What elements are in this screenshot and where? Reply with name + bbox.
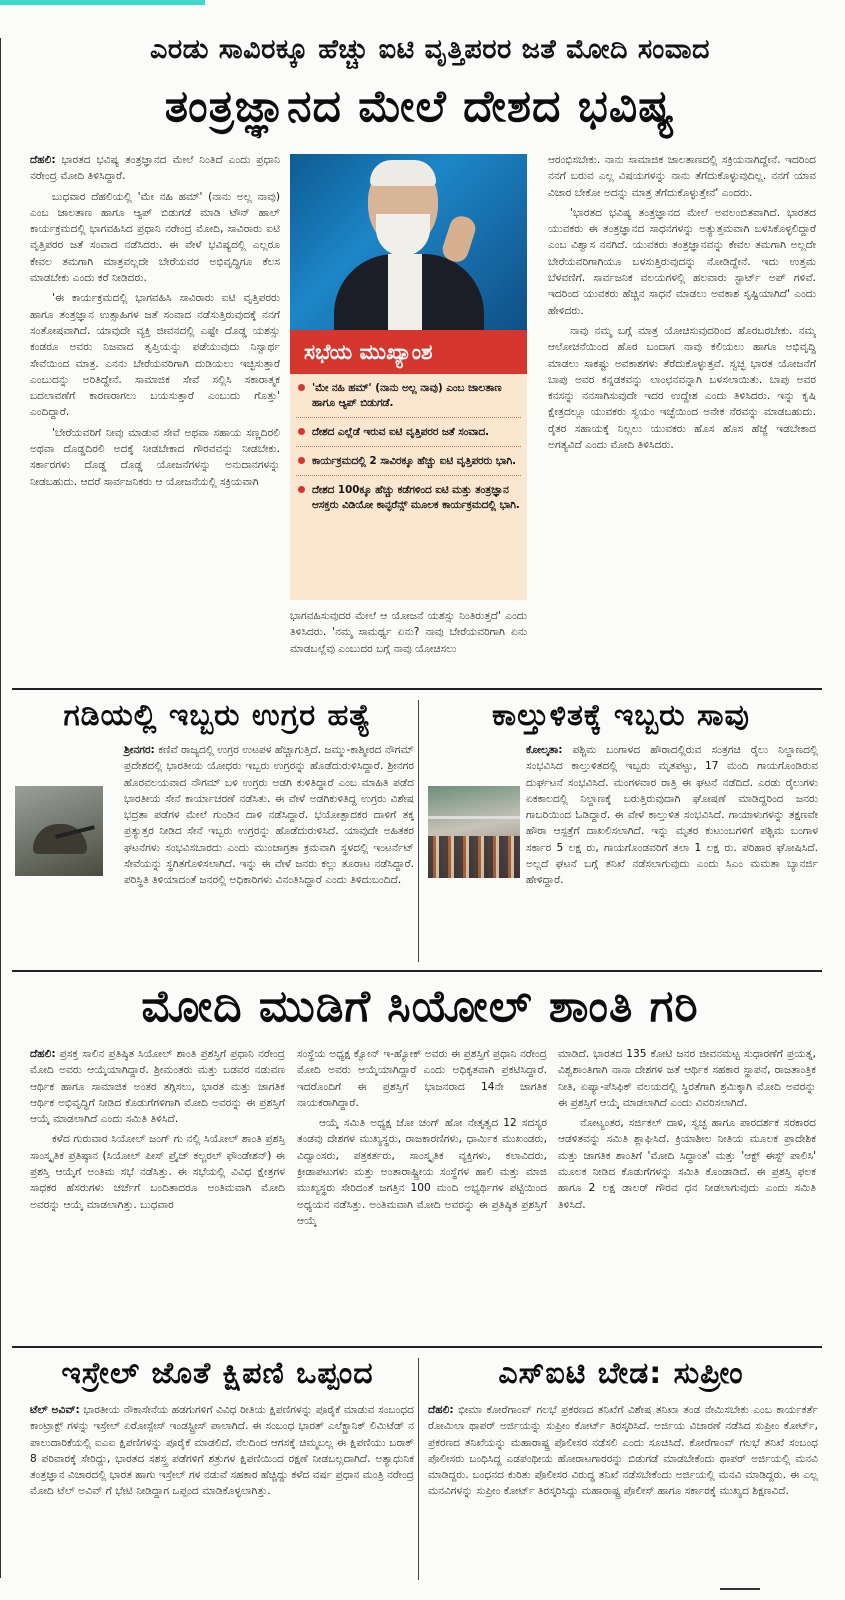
story6-text: ಭೀಮಾ ಕೋರೆಗಾಂವ್ ಗಲಭೆ ಪ್ರಕರಣದ ತನಿಖೆಗೆ ವಿಶೇಷ ತನಿಖಾ ತಂಡ ನೇಮಿಸಬೇಕು ಎಂಬ ಕಾರ್ಯಕರ್ತೆ ರೋಮಿಲಾ ಥಾಪರ್ ಅರ್ಜಿಯನ್ನು ಸುಪ್ರೀಂ ಕೋರ್ಟ್ ತಿರಸ್ಕರಿಸಿದೆ. ಅರ್ಜಿಯ ವಿಚಾರಣೆ ನಡೆಸಿದ ಸುಪ್ರೀಂ ಕೋರ್ಟ್, ಪ್ರಕರಣದ ತನಿಖೆಯನ್ನು ಮಹಾರಾಷ್ಟ್ರ ಪೊಲೀಸರ ನಡೆಸಲಿ ಎಂದು ಸೂಚಿಸಿದೆ. ಕೋರೆಗಾಂವ್ ಗಲಭೆ ತನಿಖೆ ಸಂಬಂಧ ಪೊಲೀಸರು ಬಂಧಿಸಿದ್ದ ಎಡಪಂಥೀಯ ಹೋರಾಟಗಾರರನ್ನು ಬಿಡುಗಡೆ ಮಾಡಬೇಕೆಂದು ಥಾಪರ್ ಅರ್ಜಿಯಲ್ಲಿ ಮನವಿ ಮಾಡಿದ್ದರು. ಬಂಧನದ ಕುರಿತು ಪೊಲೀಸರ ವಿರುದ್ಧ ತನಿಖೆ ನಡೆಸಬೇಕೆಂದು ಅರ್ಜಿಯಲ್ಲಿ ಮನವಿ ಮಾಡಿದ್ದರು. ಈ ಎಲ್ಲ ಮನವಿಗಳನ್ನು ಸುಪ್ರೀಂ ಕೋರ್ಟ್ ತಿರಸ್ಕರಿಸಿದ್ದು ಮಹಾರಾಷ್ಟ್ರ ಪೊಲೀಸ್ ಹಾಗೂ ಸರ್ಕಾರಕ್ಕೆ ಮುಖ್ಯದ ಶಿಕ್ಷಣವಿದೆ. [428, 1404, 818, 1498]
story1-para: ನಾವು ನಮ್ಮ ಬಗ್ಗೆ ಮಾತ್ರ ಯೋಚಿಸುವುದರಿಂದ ಹೊರಬರಬೇಕು. ನಮ್ಮ ಆಲೋಚನೆಯಿಂದ ಹೊರ ಬಂದಾಗ ನಾವು ಕಲಿಯಲು ಹಾಗೂ ಅಭಿವೃದ್ಧಿ ಮಾಡಲು ಸಾಕಷ್ಟು ಅವಕಾಶಗಳು ತೆರೆದುಕೊಳ್ಳುತ್ತವೆ. ಸ್ವಚ್ಛ ಭಾರತ ಯೋಜನೆಗೆ ಬಾಪು ಅವರ ಕನ್ನಡಕವನ್ನು ಲಾಂಛನವನ್ನಾಗಿ ಬಳಸಲಾಯಿತು. ಬಾಪು ಅವರ ಕನಸನ್ನು ನನಸಾಗಿಸುವುದೇ ಇದರ ಉದ್ದೇಶ ಎಂದು ತಿಳಿಸಿದರು. ಇನ್ನು ಕೃಷಿ ಕ್ಷೇತ್ರದಲ್ಲೂ ಯುವಕರು ಸ್ವಯಂ ಇಚ್ಛೆಯಿಂದ ಅನೇಕ ನೆರವನ್ನು ಮಾಡಬಹುದು. ರೈತರ ಸಹಾಯಕ್ಕೆ ನಿಲ್ಲಲು ಯುವಕರು ಹೊಸ ಹೊಸ ಹೆಜ್ಜೆ ಇಡಬೇಕಾದ ಅಗತ್ಯವಿದೆ ಎಂದು ಮೋದಿ ತಿಳಿಸಿದರು. [548, 324, 816, 452]
story4-para: ಆಯ್ಕೆ ಸಮಿತಿ ಅಧ್ಯಕ್ಷ ಜೋ ಚಂಗ್ ಹೋ ನೇತೃತ್ವದ 12 ಸದಸ್ಯರ ತಂಡವು ದೇಶಗಳ ಮುಖ್ಯಸ್ಥರು, ರಾಜಕಾರಣಿಗಳು, ಧಾರ್ಮಿಕ ಮುಖಂಡರು, ವಿದ್ವಾಂಸರು, ಪತ್ರಕರ್ತರು, ಸಾಂಸ್ಕೃತಿಕ ವ್ಯಕ್ತಿಗಳು, ಕಲಾವಿದರು, ಕ್ರೀಡಾಪಟುಗಳು ಮತ್ತು ಅಂತಾರಾಷ್ಟ್ರೀಯ ಸಂಸ್ಥೆಗಳ ಹಾಲಿ ಮತ್ತು ಮಾಜಿ ಮುಖ್ಯಸ್ಥರು ಸೇರಿದಂತೆ ಜಗತ್ತಿನ 100 ಮಂದಿ ಅಭ್ಯರ್ಥಿಗಳ ಪಟ್ಟಿಯಿಂದ ಅಧ್ಯಯನ ನಡೆಸಿತ್ತು. ಅಂತಿಮವಾಗಿ ಮೋದಿ ಅವರನ್ನು ಈ ಪ್ರತಿಷ್ಠಿತ ಪ್ರಶಸ್ತಿಗೆ ಆಯ್ಕೆ [297, 1117, 547, 1227]
page-end-mark [720, 1588, 760, 1590]
story2-dateline: ಶ್ರೀನಗರ: [124, 744, 155, 756]
story5-text: ಭಾರತೀಯ ನೌಕಾಸೇನೆಯ ಹಡಗುಗಳಿಗೆ ವಿವಿಧ ರೀತಿಯ ಕ್ಷಿಪಣಿಗಳನ್ನು ಪೂರೈಕೆ ಮಾಡುವ ಸಂಬಂಧದ ಕಾಂಟ್ರಾಕ್ಟ್ ಗಳನ್ನು ಇಸ್ರೇಲ್ ಏರೋಸ್ಪೇಸ್ ಇಂಡಸ್ಟ್ರೀಸ್ ಪಾಲಾಗಿದೆ. ಈ ಸಂಬಂಧ ಭಾರತ್ ಎಲೆಕ್ಟ್ರಾನಿಕ್ ಲಿಮಿಟೆಡ್ ನ ಪಾಲುದಾರಿಕೆಯಲ್ಲಿ ಐಎಐ ಕ್ಷಿಪಣಿಗಳನ್ನು ಪೂರೈಕೆ ಮಾಡಲಿದೆ. ನೆಲದಿಂದ ಆಗಸಕ್ಕೆ ಚಿಮ್ಮಬಲ್ಲ ಈ ಕ್ಷಿಪಣಿಯು ಬರಾಕ್ 8 ಪರಿವಾರಕ್ಕೆ ಸೇರಿದ್ದು, ಭಾರತದ ಸಶಸ್ತ್ರ ಪಡೆಗಳಿಗೆ ಶತ್ರುಗಳ ಕ್ಷಿಪಣಿಯಿಂದ ರಕ್ಷಣೆ ನೀಡಬಲ್ಲದಾಗಿದೆ. ಅತ್ಯಾಧುನಿಕ ತಂತ್ರಜ್ಞಾನ ವಿಚಾರದಲ್ಲಿ ಭಾರತ ಹಾಗು ಇಸ್ರೇಲ್ ಗಳ ನಡುವೆ ಸಹಕಾರ ಹೆಚ್ಚಿದ್ದು ಕಳೆದ ವರ್ಷ ಪ್ರಧಾನ ಮಂತ್ರಿ ನರೇಂದ್ರ ಮೋದಿ ಟೆಲ್ ಅವಿವ್ ಗೆ ಭೇಟಿ ನೀಡಿದ್ದಾಗ ಒಪ್ಪಂದ ಮಾಡಿಕೊಳ್ಳಲಾಗಿತ್ತು. [30, 1404, 414, 1498]
bullet-icon [298, 486, 305, 493]
story1-column-1 [30, 152, 280, 684]
highlight-item [296, 418, 521, 447]
story5-body [30, 1402, 414, 1580]
photo-wrap-spacer [30, 784, 124, 922]
story4-para: ಸಂಸ್ಥೆಯ ಅಧ್ಯಕ್ಷ ಕ್ವೋನ್ ಇ-ಹ್ಯೋಕ್ ಅವರು ಈ ಪ್ರಶಸ್ತಿಗೆ ಪ್ರಧಾನಿ ನರೇಂದ್ರ ಮೋದಿ ಅವರು ಆಯ್ಕೆಯಾಗಿದ್ದಾರೆ ಎಂದು ಅಧಿಕೃತವಾಗಿ ಪ್ರಕಟಿಸಿದ್ದಾರೆ. ಇದರೊಂದಿಗೆ ಈ ಪ್ರಶಸ್ತಿಗೆ ಭಾಜನರಾದ 14ನೇ ಜಾಗತಿಕ ನಾಯಕರಾಗಿದ್ದಾರೆ. [297, 1048, 547, 1109]
story1-para: 'ಭಾರತದ ಭವಿಷ್ಯ ತಂತ್ರಜ್ಞಾನದ ಮೇಲೆ ಅವಲಂಬಿತವಾಗಿದೆ. ಭಾರತದ ಯುವಕರು ಈ ತಂತ್ರಜ್ಞಾನದ ಸಾಧನಗಳನ್ನು ಅತ್ಯುತ್ತಮವಾಗಿ ಬಳಸಿಕೊಳ್ಳಲಿದ್ದಾರೆ ಎಂಬ ವಿಶ್ವಾಸ ನನಗಿದೆ. ಯುವಕರು ತಂತ್ರಜ್ಞಾನವನ್ನು ಕೇವಲ ತಮಗಾಗಿ ಅಲ್ಲದೇ ಬೇರೆಯವರಿಗಾಗಿಯೂ ಬಳಸುತ್ತಿರುವುದನ್ನು ನೋಡಿದ್ದೇನೆ. ಇದು ಉತ್ತಮ ಬೆಳವಣಿಗೆ. ಸಾರ್ವಜನಿಕ ವಲಯಗಳಲ್ಲಿ ಹಲವಾರು ಸ್ಟಾರ್ಟ್ ಅಪ್ ಗಳಿವೆ. ಇದರಿಂದ ಯುವಕರು ಹೆಚ್ಚಿನ ಸಾಧನೆ ಮಾಡಲು ಅವಕಾಶ ಸೃಷ್ಟಿಯಾಗಿದೆ' ಎಂದು ಹೇಳಿದರು. [548, 206, 816, 317]
photo-figure-hand [440, 213, 479, 265]
story6-body [428, 1402, 818, 1580]
story1-headline: ತಂತ್ರಜ್ಞಾನದ ಮೇಲೆ ದೇಶದ ಭವಿಷ್ಯ [164, 81, 676, 132]
story3-text: ಪಶ್ಚಿಮ ಬಂಗಾಳದ ಹೌರಾದಲ್ಲಿರುವ ಸಂತ್ರಗಚಿ ರೈಲು ನಿಲ್ದಾಣದಲ್ಲಿ ಸಂಭವಿಸಿದ ಕಾಲ್ತುಳಿತದಲ್ಲಿ ಇಬ್ಬರು ಮೃತಪಟ್ಟು, 17 ಮಂದಿ ಗಾಯಗೊಂಡಿರುವ ದುರ್ಘಟನೆ ಸಂಭವಿಸಿದೆ. ಮಂಗಳವಾರ ರಾತ್ರಿ ಈ ಘಟನೆ ನಡೆದಿದೆ. ಎರಡು ರೈಲುಗಳು ಏಕಕಾಲದಲ್ಲಿ ನಿಲ್ದಾಣಕ್ಕೆ ಬರುತ್ತಿರುವುದಾಗಿ ಘೋಷಣೆ ಮಾಡಿದ್ದರಿಂದ ಜನರು ಗಾಬರಿಯಿಂದ ಓಡಿದ್ದಾರೆ. ಈ ವೇಳೆ ಕಾಲ್ತುಳಿತ ಸಂಭವಿಸಿದೆ. ಗಾಯಾಳುಗಳನ್ನು ತಕ್ಷಣವೇ ಹೌರಾ ಆಸ್ಪತ್ರೆಗೆ ದಾಖಲಿಸಲಾಗಿದೆ. ಇನ್ನು ಮೃತರ ಕುಟುಂಬಗಳಿಗೆ ಪಶ್ಚಿಮ ಬಂಗಾಳ ಸರ್ಕಾರ 5 ಲಕ್ಷ ರು, ಗಾಯಗೊಂಡವರಿಗೆ ತಲಾ 1 ಲಕ್ಷ ರು. ಪರಿಹಾರ ಘೋಷಿಸಿದೆ. ಅಲ್ಲದೆ ಘಟನೆ ಬಗ್ಗೆ ತನಿಖೆ ನಡೆಸಲಾಗುವುದು ಎಂದು ಸಿಎಂ ಮಮತಾ ಬ್ಯಾನರ್ಜಿ ಹೇಳಿದ್ದಾರೆ. [526, 744, 818, 887]
highlight-text: 'ಮೇ ನಹಿ ಹಮ್' (ನಾನು ಅಲ್ಲ ನಾವು) ಎಂಬ ಜಾಲತಾಣ ಹಾಗೂ ಆ್ಯಪ್ ಬಿಡುಗಡೆ. [312, 382, 502, 409]
story1-para: 'ಈ ಕಾರ್ಯಕ್ರಮದಲ್ಲಿ ಭಾಗವಹಿಸಿ ಸಾವಿರಾರು ಐಟಿ ವೃತ್ತಿಪರರು ಹಾಗೂ ತಂತ್ರಜ್ಞಾನ ಉತ್ಸಾಹಿಗಳ ಜತೆ ಸಂವಾದ ನಡೆಸುತ್ತಿರುವುದಕ್ಕೆ ನನಗೆ ಸಂತೋಷವಾಗಿದೆ. ಯಾವುದೇ ವ್ಯಕ್ತಿ ಜೀವನದಲ್ಲಿ ಎಷ್ಟೇ ದೊಡ್ಡ ಯಶಸ್ಸು ಕಂಡರೂ ಅವರು ನಿಜವಾದ ತೃಪ್ತಿಯನ್ನು ಪಡೆಯುವುದು ನಿಸ್ವಾರ್ಥ ಸೇವೆಯಿಂದ ಮಾತ್ರ. ಎನನು ಬೇರೆಯವರಿಗಾಗಿ ದುಡಿಯಲು ಇಚ್ಛಿಸುತ್ತಾರೆ ಎಂಬುದನ್ನು ಅರಿತಿದ್ದೇನೆ. ಸಾಮಾಜಿಕ ಸೇವೆ ಸಲ್ಲಿಸಿ ಸಕಾರಾತ್ಮಕ ಬದಲಾವಣೆಗೆ ಕಾರಣರಾಗಲು ಬಯಸುತ್ತಾರೆ ಎಂಬುದು ಗೊತ್ತು' ಎಂದಿದ್ದಾರೆ. [30, 292, 280, 419]
story1-para: ಬುಧವಾರ ದೆಹಲಿಯಲ್ಲಿ 'ಮೇ ನಹಿ ಹಮ್' (ನಾನು ಅಲ್ಲ ನಾವು) ಎಂಬ ಜಾಲತಾಣ ಹಾಗೂ ಆ್ಯಪ್ ಬಿಡುಗಡೆ ಮಾಡಿ ಟೌನ್ ಹಾಲ್ ಕಾರ್ಯಕ್ರಮದಲ್ಲಿ ಭಾಗವಹಿಸಿದ ಪ್ರಧಾನಿ ನರೇಂದ್ರ ಮೋದಿ, ಸಾವಿರಾರು ಐಟಿ ವೃತ್ತಿಪರರ ಜತೆ ಸಂವಾದ ನಡೆಸಿದರು. ಈ ವೇಳೆ ಭವಿಷ್ಯದಲ್ಲಿ ಎಲ್ಲರೂ ಕೇವಲ ತಮಗಾಗಿ ಮಾತ್ರವಲ್ಲದೇ ಬೇರೆಯವರ ಅಭಿವೃದ್ಧಿಗೂ ಕೆಲಸ ಮಾಡಬೇಕು ಎಂದು ಕರೆ ನೀಡಿದರು. [30, 190, 280, 285]
highlight-item [296, 476, 521, 519]
section-divider [12, 970, 822, 972]
highlight-text: ಕಾರ್ಯಕ್ರಮದಲ್ಲಿ 2 ಸಾವಿರಕ್ಕೂ ಹೆಚ್ಚು ಐಟಿ ವೃತ್ತಿಪರರು ಭಾಗಿ. [312, 455, 517, 467]
section-divider [12, 1346, 822, 1348]
story4-dateline: ದೆಹಲಿ: [30, 1048, 56, 1060]
photo-figure-beard [376, 214, 430, 256]
story4-headline: ಮೋದಿ ಮುಡಿಗೆ ಸಿಯೋಲ್ ಶಾಂತಿ ಗರಿ [141, 981, 699, 1032]
story3-headline: ಕಾಲ್ತುಳಿತಕ್ಕೆ ಇಬ್ಬರು ಸಾವು [492, 698, 750, 733]
story4-column-3 [558, 1046, 816, 1336]
modi-photo [290, 154, 527, 330]
story1-para [30, 152, 280, 185]
bullet-icon [298, 428, 305, 435]
story1-column-3 [548, 152, 816, 684]
story4-para-text: ಪ್ರಸಕ್ತ ಸಾಲಿನ ಪ್ರತಿಷ್ಠಿತ ಸಿಯೋಲ್ ಶಾಂತಿ ಪ್ರಶಸ್ತಿಗೆ ಪ್ರಧಾನಿ ನರೇಂದ್ರ ಮೋದಿ ಅವರು ಆಯ್ಕೆಯಾಗಿದ್ದಾರೆ. ಶ್ರೀಮಂತರು ಮತ್ತು ಬಡವರ ನಡುವಣ ಆರ್ಥಿಕ ಹಾಗೂ ಸಾಮಾಜಿಕ ಅಂತರ ತಗ್ಗಿಸಲು, ಭಾರತ ಮತ್ತು ಜಾಗತಿಕ ಆರ್ಥಿಕ ಅಭಿವೃದ್ಧಿಗೆ ನೀಡಿದ ಕೊಡುಗೆಗಳಿಗಾಗಿ ಮೋದಿ ಅವರನ್ನು ಈ ಪ್ರಶಸ್ತಿಗೆ ಆಯ್ಕೆ ಮಾಡಲಾಗಿದೆ ಎಂದು ಸಮಿತಿ ತಿಳಿಸಿದೆ. [30, 1048, 285, 1126]
story2-body [30, 742, 414, 968]
story4-para [30, 1046, 285, 1127]
story6-headline: ಎಸ್ಐಟಿ ಬೇಡ: ಸುಪ್ರೀಂ [498, 1356, 744, 1391]
highlight-text: ದೇಶದ ಎಲ್ಲೆಡೆ ಇರುವ ಐಟಿ ವೃತ್ತಿಪರರ ಜತೆ ಸಂವಾದ. [312, 426, 490, 438]
photo-figure-hair [370, 160, 436, 186]
story1-dateline: ದೆಹಲಿ: [30, 154, 56, 166]
photo-wrap-spacer [428, 784, 526, 924]
story5-headline: ಇಸ್ರೇಲ್ ಜೊತೆ ಕ್ಷಿಪಣಿ ಒಪ್ಪಂದ [61, 1356, 374, 1391]
top-accent-bar [0, 0, 205, 5]
column-divider [418, 700, 419, 962]
story1-para: ಭಾಗವಹಿಸುವುದರ ಮೇಲೆ ಆ ಯೋಜನೆ ಯಶಸ್ಸು ನಿಂತಿರುತ್ತದೆ' ಎಂದು ತಿಳಿಸಿದರು. 'ನಮ್ಮ ಸಾಮರ್ಥ್ಯ ಏನು? ನಾವು ಬೇರೆಯವರಿಗಾಗಿ ಏನು ಮಾಡಬಲ್ಲೆವು ಎಂಬುದರ ಬಗ್ಗೆ ನಾವು ಯೋಚಿಸಲು [290, 610, 527, 655]
story4-para: ಕಳೆದ ಗುರುವಾರ ಸಿಯೋಲ್ ಜಂಗ್ ಗು ನಲ್ಲಿ ಸಿಯೋಲ್ ಶಾಂತಿ ಪ್ರಶಸ್ತಿ ಸಾಂಸ್ಕೃತಿಕ ಪ್ರತಿಷ್ಠಾನ (ಸಿಯೋಲ್ ಪೀಸ್ ಪ್ರೈಜ್ ಕಲ್ಚರಲ್ ಫೌಂಡೇಶನ್) ಈ ಪ್ರಶಸ್ತಿ ಆಯ್ಕೆಗೆ ಅಂತಿಮ ಸಭೆ ನಡೆಸಿತ್ತು. ಈ ಸಭೆಯಲ್ಲಿ ವಿವಿಧ ಕ್ಷೇತ್ರಗಳ ಸಾಧಕರ ಹೆಸರುಗಳು ಚರ್ಚೆಗೆ ಬಂದಿತಾದರೂ ಅಂತಿಮವಾಗಿ ಮೋದಿ ಅವರನ್ನು ಆಯ್ಕೆ ಮಾಡಲಾಗಿತ್ತು. ಬುಧವಾರ [30, 1133, 285, 1211]
story3-body [428, 742, 818, 968]
story2-headline: ಗಡಿಯಲ್ಲಿ ಇಬ್ಬರು ಉಗ್ರರ ಹತ್ಯೆ [63, 698, 372, 733]
bullet-icon [298, 457, 305, 464]
story1-kicker: ಎರಡು ಸಾವಿರಕ್ಕೂ ಹೆಚ್ಚು ಐಟಿ ವೃತ್ತಿಪರರ ಜತೆ ಮೋದಿ ಸಂವಾದ [150, 34, 710, 65]
highlight-text: ದೇಶದ 100ಕ್ಕೂ ಹೆಚ್ಚು ಕಡೆಗಳಿಂದ ಐಟಿ ಮತ್ತು ತಂತ್ರಜ್ಞಾನ ಆಸಕ್ತರು ವಿಡಿಯೋ ಕಾನ್ಫರೆನ್ಸ್ ಮೂಲಕ ಕಾರ್ಯಕ್ರಮದಲ್ಲಿ ಭಾಗಿ. [312, 484, 520, 511]
story4-para: ನೋಟ್ಯಂತರ, ಸರ್ಜಿಕಲ್ ದಾಳಿ, ಸ್ವಚ್ಛ ಹಾಗೂ ಪಾರದರ್ಶಕ ಸರಕಾರದ ಆಡಳಿತವನ್ನು ಸಮಿತಿ ಶ್ಲಾಘಿಸಿದೆ. ಕ್ರಿಯಾಶೀಲ ನೀತಿಯ ಮೂಲಕ ಪ್ರಾದೇಶಿಕ ಮತ್ತು ಜಾಗತಿಕ ಶಾಂತಿಗೆ 'ಮೋದಿ ಸಿದ್ಧಾಂತ' ಮತ್ತು 'ಆಕ್ಟ್ ಈಸ್ಟ್ ಪಾಲಿಸಿ' ಮೂಲಕ ನೀಡಿದ ಕೊಡುಗೆಗಳನ್ನು ಸಮಿತಿ ಕೊಂಡಾಡಿದೆ. ಈ ಪ್ರಶಸ್ತಿ ಫಲಕ ಹಾಗೂ 2 ಲಕ್ಷ ಡಾಲರ್ ಗೌರವ ಧನ ನೀಡಲಾಗುವುದು ಎಂದು ಸಮಿತಿ ತಿಳಿಸಿದೆ. [558, 1117, 816, 1211]
story4-para: ಮಾಡಿದೆ. ಭಾರತದ 135 ಕೋಟಿ ಜನರ ಜೀವನಮಟ್ಟ ಸುಧಾರಣೆಗೆ ಪ್ರಯತ್ನ, ವಿಶ್ವಶಾಂತಿಗಾಗಿ ನಾನಾ ದೇಶಗಳ ಜತೆ ಆರ್ಥಿಕ ಸಹಕಾರ ಸ್ಥಾಪನೆ, ರಾಜತಾಂತ್ರಿಕ ನೀತಿ, ಏಷ್ಯಾ-ಪೆಸಿಫಿಕ್ ವಲಯದಲ್ಲಿ ಸ್ಥಿರತೆಗಾಗಿ ಶ್ರಮಿಕ್ಕಾಗಿ ಮೋದಿ ಅವರನ್ನು ಈ ಪ್ರಶಸ್ತಿಗೆ ಆಯ್ಕೆ ಮಾಡಲಾಗಿದೆ ಎಂದು ವಿವರಿಸಲಾಗಿದೆ. [558, 1048, 816, 1109]
highlights-box [290, 374, 527, 600]
story4-column-1 [30, 1046, 285, 1336]
story1-para-text: ಭಾರತದ ಭವಿಷ್ಯ ತಂತ್ರಜ್ಞಾನದ ಮೇಲೆ ನಿಂತಿದೆ ಎಂದು ಪ್ರಧಾನಿ ನರೇಂದ್ರ ಮೋದಿ ತಿಳಿಸಿದ್ದಾರೆ. [30, 154, 280, 183]
story1-column-2 [290, 608, 527, 684]
story2-text: ಕಣಿವೆ ರಾಜ್ಯದಲ್ಲಿ ಉಗ್ರರ ಉಟಪಳ ಹೆಚ್ಚಾಗುತ್ತಿದೆ. ಜಮ್ಮು-ಕಾಶ್ಮೀರದ ನೌಗಮ್ ಪ್ರದೇಶದಲ್ಲಿ ಭಾರತೀಯ ಯೋಧರು ಇಬ್ಬರು ಉಗ್ರರನ್ನು ಹೊಡೆದುರುಳಿಸಿದ್ದಾರೆ. ಶ್ರೀನಗರ ಹೊರವಲಯವಾದ ನೌಗಮ್ ಬಳಿ ಉಗ್ರರು ಅಡಗಿ ಕುಳಿತಿದ್ದಾರೆ ಎಂಬ ಮಾಹಿತಿ ಪಡೆದ ಭಾರತೀಯ ಸೇನೆ ಕಾರ್ಯಾಚರಣೆ ನಡೆಸಿತು. ಈ ವೇಳೆ ಅಡಗಿಕುಳಿತಿದ್ದ ಉಗ್ರರು ವಿಶೇಷ ಭದ್ರತಾ ಪಡೆಗಳ ಮೇಲೆ ಗುಂಡಿನ ದಾಳಿ ನಡೆಸಿದ್ದಾರೆ. ಭಯೋತ್ಪಾದಕರ ದಾಳಿಗೆ ತಕ್ಕ ಪ್ರತ್ಯುತ್ತರ ನೀಡಿದ ಸೇನೆ ಇಬ್ಬರು ಉಗ್ರರನ್ನು ಹೊಡೆದುರುಳಿಸಿದೆ. ಯಾವುದೇ ಅಹಿತಕರ ಘಟನೆಗಳು ಸಂಭವಿಸಬಾರದು ಎಂದು ಮುಂಜಾಗ್ರತಾ ಕ್ರಮವಾಗಿ ಸ್ಥಳದಲ್ಲಿ ಇಂಟರ್ನೆಟ್ ಸೇವೆಯನ್ನು ಸ್ಥಗಿತಗೊಳಿಸಲಾಗಿದೆ. ಇನ್ನು ಈ ವೇಳೆ ಜನರು ಕಲ್ಲು ತೂರಾಟ ನಡೆಸಿದ್ದಾರೆ. ಪರಿಸ್ಥಿತಿ ತಿಳಿಯಾದಂತೆ ಜನರಲ್ಲಿ ಅಧಿಕಾರಿಗಳು ವಿನಂತಿಸಿದ್ದಾರೆ ಎಂದು ತಿಳಿದುಬಂದಿದೆ. [124, 744, 414, 887]
highlight-item [296, 447, 521, 476]
column-divider [418, 1358, 419, 1580]
story4-column-2 [297, 1046, 547, 1336]
page-edge-rule [0, 38, 5, 1578]
section-divider [12, 688, 822, 690]
story1-para: 'ಬೇರೆಯವರಿಗೆ ನೀವು ಮಾಡುವ ಸೇವೆ ಅಥವಾ ಸಹಾಯ ಸಣ್ಣದಿರಲಿ ಅಥವಾ ದೊಡ್ಡದಿರಲಿ ಅದಕ್ಕೆ ನೀಡಬೇಕಾದ ಗೌರವವನ್ನು ನೀಡಬೇಕು. ಸರ್ಕಾರಗಳು ದೊಡ್ಡ ದೊಡ್ಡ ಯೋಜನೆಗಳನ್ನು ಅನುದಾನಗಳನ್ನು ನೀಡಬಹುದು. ಆದರೆ ಸಾರ್ವಜನಿಕರು ಆ ಯೋಜನೆಯಲ್ಲಿ ಸಕ್ರಿಯವಾಗಿ [30, 426, 280, 488]
story6-dateline: ದೆಹಲಿ: [428, 1404, 454, 1416]
story3-dateline: ಕೋಲ್ಕತಾ: [526, 744, 563, 756]
story1-para: ಆರಂಭಿಸಬೇಕು. ನಾನು ಸಾಮಾಜಿಕ ಜಾಲತಾಣದಲ್ಲಿ ಸಕ್ರಿಯನಾಗಿದ್ದೇನೆ. ಇದರಿಂದ ನನಗೆ ಬರುವ ಎಲ್ಲ ವಿಷಯಗಳನ್ನು ನಾನು ತೆಗೆದುಕೊಳ್ಳುವುದಿಲ್ಲ. ನನಗೆ ಯಾವ ವಿಚಾರ ಬೇಕೋ ಅದನ್ನು ಮಾತ್ರ ತೆಗೆದುಕೊಳ್ಳುತ್ತೇನೆ' ಎಂದರು. [548, 154, 816, 199]
story5-dateline: ಟೆಲ್ ಅವಿವ್: [30, 1404, 80, 1416]
photo-figure-shirt [388, 254, 422, 330]
highlight-item [296, 374, 521, 418]
bullet-icon [298, 384, 305, 391]
highlights-box-title: ಸಭೆಯ ಮುಖ್ಯಾಂಶ [290, 330, 527, 374]
